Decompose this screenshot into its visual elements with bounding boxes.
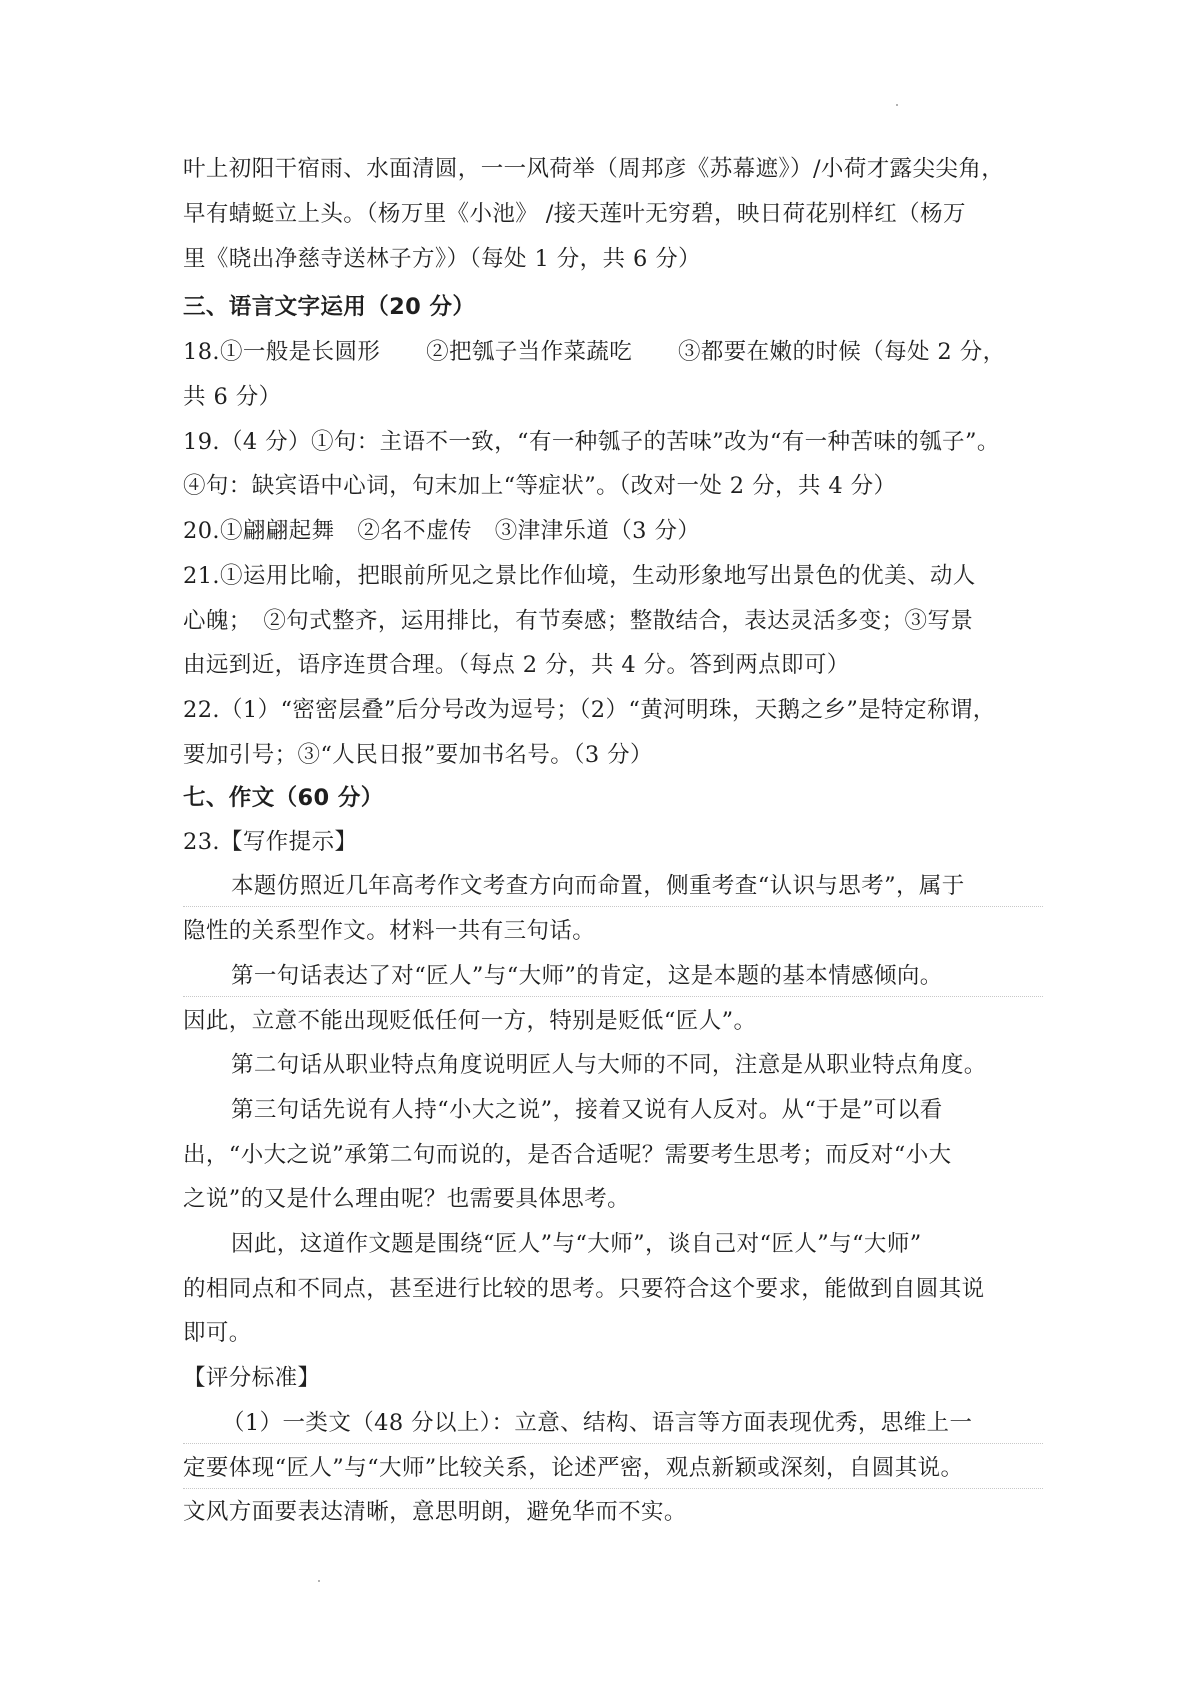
text-line: 出，“小大之说”承第二句而说的，是否合适呢？需要考生思考；而反对“小大: [183, 1142, 952, 1168]
text-line: 心魄； ②句式整齐，运用排比，有节奏感；整散结合，表达灵活多变；③写景: [183, 608, 974, 634]
text-line: 里《晓出净慈寺送林子方》）（每处 1 分，共 6 分）: [183, 246, 702, 272]
text-line: 第一句话表达了对“匠人”与“大师”的肯定，这是本题的基本情感倾向。: [231, 963, 943, 989]
text-line: 因此，这道作文题是围绕“匠人”与“大师”，谈自己对“匠人”与“大师”: [231, 1231, 922, 1257]
scan-speck: [896, 104, 898, 106]
text-line: 23.【写作提示】: [183, 829, 358, 855]
text-line: 早有蜻蜓立上头。（杨万里《小池》 /接天莲叶无穷碧，映日荷花别样红（杨万: [183, 201, 966, 227]
text-line: 本题仿照近几年高考作文考查方向而命置，侧重考查“认识与思考”，属于: [231, 873, 965, 899]
dotted-rule: [183, 906, 1043, 907]
text-line: ④句：缺宾语中心词，句末加上“等症状”。（改对一处 2 分，共 4 分）: [183, 473, 897, 499]
text-line: 【评分标准】: [183, 1365, 321, 1391]
dotted-rule: [183, 996, 1043, 997]
text-line: 定要体现“匠人”与“大师”比较关系，论述严密，观点新颖或深刻，自圆其说。: [183, 1455, 964, 1481]
text-line: 21.①运用比喻，把眼前所见之景比作仙境，生动形象地写出景色的优美、动人: [183, 563, 976, 589]
text-line: 第二句话从职业特点角度说明匠人与大师的不同，注意是从职业特点角度。: [231, 1052, 987, 1078]
text-line: 第三句话先说有人持“小大之说”，接着又说有人反对。从“于是”可以看: [231, 1097, 943, 1123]
text-line: 的相同点和不同点，甚至进行比较的思考。只要符合这个要求，能做到自圆其说: [183, 1276, 985, 1302]
text-line: 隐性的关系型作文。材料一共有三句话。: [183, 918, 596, 944]
dotted-rule: [183, 1443, 1043, 1444]
text-line: （1）一类文（48 分以上）：立意、结构、语言等方面表现优秀，思维上一: [222, 1410, 973, 1436]
text-line: 文风方面要表达清晰，意思明朗，避免华而不实。: [183, 1499, 687, 1525]
text-line: 由远到近，语序连贯合理。（每点 2 分，共 4 分。答到两点即可）: [183, 652, 850, 678]
text-line: 18.①一般是长圆形 ②把瓠子当作菜蔬吃 ③都要在嫩的时候（每处 2 分，: [183, 339, 1006, 365]
text-line: 之说”的又是什么理由呢？也需要具体思考。: [183, 1186, 631, 1212]
text-line: 22.（1）“密密层叠”后分号改为逗号；（2）“黄河明珠，天鹅之乡”是特定称谓，: [183, 697, 996, 723]
text-line: 即可。: [183, 1320, 252, 1346]
text-line: 20.①翩翩起舞 ②名不虚传 ③津津乐道（3 分）: [183, 518, 701, 544]
text-line: 共 6 分）: [183, 384, 282, 410]
text-line: 要加引号；③“人民日报”要加书名号。（3 分）: [183, 742, 653, 768]
scan-speck: [318, 1580, 320, 1582]
section-heading: 七、作文（60 分）: [183, 785, 384, 811]
dotted-rule: [183, 1488, 1043, 1489]
text-line: 19.（4 分）①句：主语不一致，“有一种瓠子的苦味”改为“有一种苦味的瓠子”。: [183, 429, 1000, 455]
text-line: 因此，立意不能出现贬低任何一方，特别是贬低“匠人”。: [183, 1008, 757, 1034]
text-line: 叶上初阳干宿雨、水面清圆，一一风荷举（周邦彦《苏幕遮》）/小荷才露尖尖角，: [183, 156, 1005, 182]
section-heading: 三、语言文字运用（20 分）: [183, 294, 476, 320]
